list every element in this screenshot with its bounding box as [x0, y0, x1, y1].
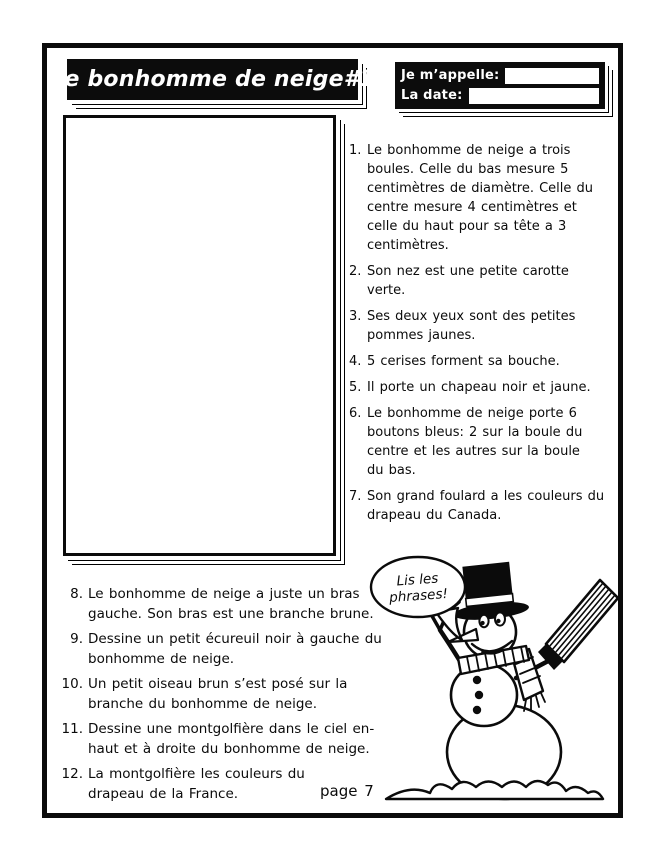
- item-text-line: centimètres.: [367, 238, 449, 253]
- name-input-field[interactable]: [505, 68, 599, 84]
- item-text-line: Ses deux yeux sont des petites: [367, 309, 576, 324]
- item-number: 12.: [61, 766, 83, 782]
- speech-bubble-line2: phrases!: [388, 585, 449, 607]
- item-text-line: gauche. Son bras est une branche brune.: [88, 606, 374, 622]
- item-text-line: bonhomme de neige.: [88, 651, 235, 667]
- instruction-item: [60, 674, 396, 714]
- instructions-list-bottom: [60, 584, 396, 809]
- item-text-line: celle du haut pour sa tête a 3: [367, 219, 567, 234]
- item-text-line: La montgolfière les couleurs du: [88, 766, 305, 782]
- name-date-box: [395, 62, 605, 109]
- instruction-item: [60, 584, 396, 624]
- item-number: 5.: [349, 380, 362, 395]
- item-text-line: branche du bonhomme de neige.: [88, 696, 317, 712]
- instruction-item: [349, 141, 611, 255]
- item-text: [88, 719, 396, 759]
- item-text: [88, 584, 396, 624]
- snow-mound: [386, 781, 603, 799]
- speech-bubble: [371, 557, 465, 640]
- item-text-line: drapeau du Canada.: [367, 508, 502, 523]
- item-text: [367, 487, 611, 525]
- item-number: 3.: [349, 309, 362, 324]
- item-text-line: Il porte un chapeau noir et jaune.: [367, 380, 591, 395]
- speech-bubble-line1: Lis les: [396, 570, 439, 590]
- date-row: [401, 87, 599, 104]
- item-text: [88, 674, 396, 714]
- name-label: Je m’appelle:: [401, 68, 500, 83]
- item-text-line: centre et les autres sur la boule: [367, 444, 580, 459]
- page-number: page 7: [320, 782, 374, 800]
- item-text: [367, 307, 611, 345]
- item-text: [367, 352, 611, 371]
- item-text-line: Son grand foulard a les couleurs du: [367, 489, 605, 504]
- item-text-line: Le bonhomme de neige porte 6: [367, 406, 577, 421]
- item-text: [367, 262, 611, 300]
- name-row: [401, 67, 599, 84]
- date-label: La date:: [401, 88, 463, 103]
- snowman-illustration: [366, 550, 618, 816]
- item-text-line: Dessine une montgolfière dans le ciel en-: [88, 721, 375, 737]
- item-number: 8.: [70, 586, 83, 602]
- instruction-item: [349, 262, 611, 300]
- date-input-field[interactable]: [469, 88, 600, 104]
- item-text-line: du bas.: [367, 463, 416, 478]
- item-number: 9.: [70, 631, 83, 647]
- item-text-line: boules. Celle du bas mesure 5: [367, 162, 569, 177]
- page-title: Le bonhomme de neige#1: [50, 67, 375, 92]
- instruction-item: [349, 404, 611, 480]
- item-text-line: 5 cerises forment sa bouche.: [367, 354, 560, 369]
- item-number: 2.: [349, 264, 362, 279]
- item-text-line: Dessine un petit écureuil noir à gauche du: [88, 631, 382, 647]
- item-number: 4.: [349, 354, 362, 369]
- item-text-line: boutons bleus: 2 sur la boule du: [367, 425, 583, 440]
- item-text-line: verte.: [367, 283, 406, 298]
- drawing-area[interactable]: [63, 115, 336, 556]
- item-text: [367, 404, 611, 480]
- item-number: 7.: [349, 489, 362, 504]
- item-text: [367, 378, 611, 397]
- item-text-line: centre mesure 4 centimètres et: [367, 200, 577, 215]
- item-text-line: pommes jaunes.: [367, 328, 476, 343]
- instruction-item: [349, 352, 611, 371]
- item-number: 10.: [61, 676, 83, 692]
- item-text: [367, 141, 611, 255]
- instruction-item: [349, 378, 611, 397]
- instructions-list-right: [349, 141, 611, 532]
- instruction-item: [349, 487, 611, 525]
- item-number: 6.: [349, 406, 362, 421]
- item-text-line: Le bonhomme de neige a juste un bras: [88, 586, 360, 602]
- instruction-item: [60, 629, 396, 669]
- item-text-line: Le bonhomme de neige a trois: [367, 143, 571, 158]
- item-number: 11.: [61, 721, 83, 737]
- item-text: [88, 629, 396, 669]
- item-text-line: Son nez est une petite carotte: [367, 264, 569, 279]
- item-text-line: drapeau de la France.: [88, 786, 239, 802]
- item-text-line: haut et à droite du bonhomme de neige.: [88, 741, 370, 757]
- item-text-line: Un petit oiseau brun s’est posé sur la: [88, 676, 348, 692]
- item-text-line: centimètres de diamètre. Celle du: [367, 181, 594, 196]
- title-banner: [50, 59, 375, 100]
- item-number: 1.: [349, 143, 362, 158]
- instruction-item: [60, 719, 396, 759]
- instruction-item: [349, 307, 611, 345]
